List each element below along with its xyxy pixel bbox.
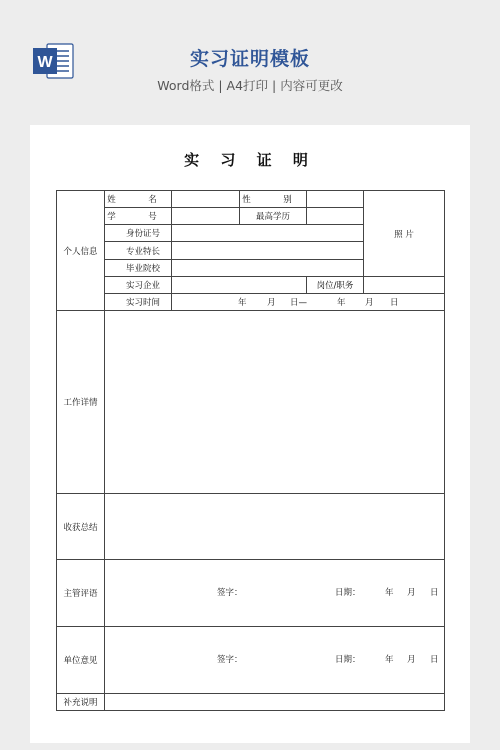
id-number-field[interactable]	[172, 225, 364, 242]
template-header	[0, 0, 500, 125]
period-end-month: 月	[365, 298, 374, 308]
section-harvest: 收获总结	[57, 494, 105, 560]
student-id-field[interactable]	[172, 208, 240, 225]
document-page	[30, 125, 470, 743]
period-end-day: 日	[390, 298, 399, 308]
position-field[interactable]	[364, 277, 445, 294]
photo-box[interactable]: 照 片	[364, 191, 445, 277]
period-start-month: 月	[267, 298, 276, 308]
school-field[interactable]	[172, 260, 364, 277]
supervisor-month: 月	[407, 588, 416, 598]
section-personal: 个人信息	[57, 191, 105, 311]
supervisor-sign-label: 签字：	[217, 588, 243, 598]
period-start-day: 日—	[290, 298, 308, 308]
label-company: 实习企业	[105, 277, 172, 294]
label-school: 毕业院校	[105, 260, 172, 277]
label-id-number: 身份证号	[105, 225, 172, 242]
document-title: 实 习 证 明	[184, 151, 316, 169]
unit-date-label: 日期：	[335, 655, 361, 665]
supervisor-day: 日	[430, 588, 439, 598]
label-specialty: 专业特长	[105, 242, 172, 260]
page-subtitle: Word格式 | A4打印 | 内容可更改	[157, 78, 343, 93]
svg-text:W: W	[37, 54, 53, 71]
period-end-year: 年	[337, 298, 346, 308]
specialty-field[interactable]	[172, 242, 364, 260]
gender-field[interactable]	[307, 191, 364, 208]
company-field[interactable]	[172, 277, 307, 294]
label-name: 姓 名	[105, 191, 172, 208]
supervisor-date-label: 日期：	[335, 588, 361, 598]
section-work: 工作详情	[57, 311, 105, 494]
unit-year: 年	[385, 655, 394, 665]
section-unit: 单位意见	[57, 627, 105, 694]
supplement-field[interactable]	[105, 694, 445, 711]
work-details-field[interactable]	[105, 311, 445, 494]
label-period: 实习时间	[105, 294, 172, 311]
period-start-year: 年	[238, 298, 247, 308]
period-field[interactable]	[172, 294, 445, 311]
section-supplement: 补充说明	[57, 694, 105, 711]
harvest-summary-field[interactable]	[105, 494, 445, 560]
label-gender: 性 别	[240, 191, 307, 208]
label-student-id: 学 号	[105, 208, 172, 225]
education-field[interactable]	[307, 208, 364, 225]
internship-form-table	[56, 190, 445, 711]
supervisor-year: 年	[385, 588, 394, 598]
unit-month: 月	[407, 655, 416, 665]
supervisor-comment-field[interactable]	[105, 560, 445, 627]
section-supervisor: 主管评语	[57, 560, 105, 627]
unit-day: 日	[430, 655, 439, 665]
name-field[interactable]	[172, 191, 240, 208]
unit-opinion-field[interactable]	[105, 627, 445, 694]
page-title: 实习证明模板	[189, 48, 310, 70]
unit-sign-label: 签字：	[217, 655, 243, 665]
label-position: 岗位/职务	[307, 277, 364, 294]
label-education: 最高学历	[240, 208, 307, 225]
